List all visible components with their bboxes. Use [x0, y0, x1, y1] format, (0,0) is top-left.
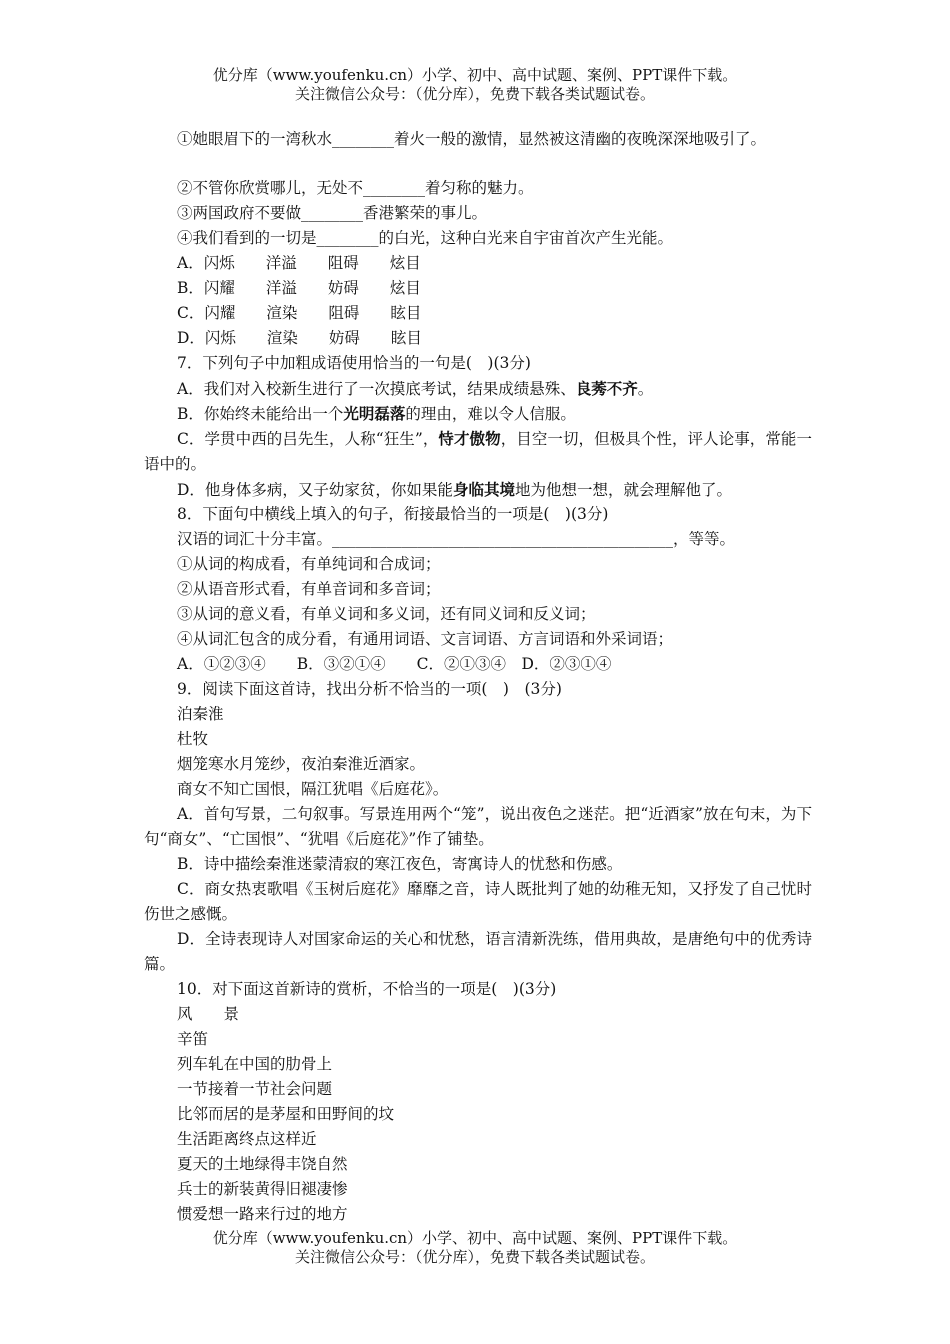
q9-poem-line-1: 烟笼寒水月笼纱，夜泊秦淮近酒家。	[177, 755, 426, 773]
footer-line-1: 优分库（www.youfenku.cn）小学、初中、高中试题、案例、PPT课件下载。	[212, 1229, 738, 1247]
q10-poem-line-6: 兵士的新装黄得旧褪凄惨	[177, 1180, 348, 1198]
q7-a-end: 。	[637, 380, 654, 398]
q9-option-a: A．首句写景，二句叙事。写景连用两个“笼”，说出夜色之迷茫。把“近酒家”放在句末，为下句“商女”、“亡国恨”、“犹唱《后庭花》”作了铺垫。	[144, 805, 812, 848]
q7-d-idiom: 身临其境	[452, 480, 515, 499]
q9-option-b: B．诗中描绘秦淮迷蒙清寂的寒江夜色，寄寓诗人的忧愁和伤感。	[177, 855, 623, 873]
q9-poem-title: 泊秦淮	[177, 705, 224, 723]
q8-stem: 8．下面句中横线上填入的句子，衔接最恰当的一项是( )(3分)	[177, 505, 609, 523]
q9-option-c: C．商女热衷歌唱《玉树后庭花》靡靡之音，诗人既批判了她的幼稚无知，又抒发了自己忧时伤世之感慨。	[144, 880, 812, 923]
q7-b-idiom: 光明磊落	[343, 404, 406, 423]
q7-c-idiom: 恃才傲物	[438, 429, 501, 448]
q10-poem-line-4: 生活距离终点这样近	[177, 1130, 317, 1148]
q6-option-c: C．闪耀 渲染 阻碍 眩目	[177, 304, 422, 322]
q7-option-c	[144, 426, 812, 477]
q10-poem-title: 风 景	[177, 1005, 240, 1023]
q7-option-a	[144, 376, 812, 401]
q6-option-d: D．闪烁 渲染 妨碍 眩目	[177, 329, 422, 347]
q9-poem-author: 杜牧	[177, 730, 209, 748]
header-line-1: 优分库（www.youfenku.cn）小学、初中、高中试题、案例、PPT课件下载。	[212, 66, 738, 84]
q10-poem-line-1: 列车轧在中国的肋骨上	[177, 1055, 333, 1073]
q7-option-b	[144, 401, 812, 426]
q10-poem-author: 辛笛	[177, 1030, 209, 1048]
q8-item-1: ①从词的构成看，有单纯词和合成词；	[177, 555, 441, 573]
document-body	[144, 127, 812, 1227]
q6-sentence-2: ②不管你欣赏哪儿，无处不________着匀称的魅力。	[177, 179, 534, 197]
q7-option-d	[144, 477, 812, 502]
q7-a-idiom: 良莠不齐	[575, 379, 638, 398]
q6-option-b: B．闪耀 洋溢 妨碍 炫目	[177, 279, 421, 297]
q8-options: A．①②③④ B．③②①④ C．②①③④ D．②③①④	[177, 655, 612, 673]
q7-d-end: 地为他想一想，就会理解他了。	[514, 481, 732, 499]
q7-b-text: B．你始终未能给出一个	[177, 405, 344, 423]
q6-sentence-3: ③两国政府不要做________香港繁荣的事儿。	[177, 204, 488, 222]
q8-item-2: ②从语音形式看，有单音词和多音词；	[177, 580, 441, 598]
q10-poem-line-2: 一节接着一节社会问题	[177, 1080, 333, 1098]
q8-item-3: ③从词的意义看，有单义词和多义词，还有同义词和反义词；	[177, 605, 596, 623]
q10-poem-line-5: 夏天的土地绿得丰饶自然	[177, 1155, 348, 1173]
q10-stem: 10．对下面这首新诗的赏析，不恰当的一项是( )(3分)	[177, 980, 557, 998]
q6-sentence-4: ④我们看到的一切是________的白光，这种白光来自宇宙首次产生光能。	[177, 229, 674, 247]
header-line-2: 关注微信公众号：（优分库），免费下载各类试题试卷。	[294, 85, 655, 103]
q7-c-text: C．学贯中西的吕先生，人称“狂生”，	[177, 430, 439, 448]
footer-line-2: 关注微信公众号：（优分库），免费下载各类试题试卷。	[294, 1248, 655, 1266]
q7-b-end: 的理由，难以令人信服。	[405, 405, 576, 423]
q7-a-text: A．我们对入校新生进行了一次摸底考试，结果成绩悬殊、	[177, 380, 576, 398]
q6-option-a: A．闪烁 洋溢 阻碍 炫目	[177, 254, 421, 272]
page-header	[0, 66, 950, 104]
q7-stem: 7．下列句子中加粗成语使用恰当的一句是( )(3分)	[177, 354, 531, 372]
q10-poem-line-3: 比邻而居的是茅屋和田野间的坟	[177, 1105, 395, 1123]
q10-poem-line-7: 惯爱想一路来行过的地方	[177, 1205, 348, 1223]
q7-d-text: D．他身体多病，又子幼家贫，你如果能	[177, 481, 453, 499]
q6-sentence-1: ①她眼眉下的一湾秋水________着火一般的激情，显然被这清幽的夜晚深深地吸引了。	[177, 130, 767, 148]
q9-poem-line-2: 商女不知亡国恨，隔江犹唱《后庭花》。	[177, 780, 449, 798]
q8-sentence: 汉语的词汇十分丰富。____________________________________________，等等。	[177, 530, 736, 548]
q7-c-end: ，目空一切，但极具个性，评人论事，常能一语中的。	[144, 430, 812, 473]
page-footer	[0, 1229, 950, 1267]
q9-stem: 9．阅读下面这首诗，找出分析不恰当的一项( ) (3分)	[177, 680, 562, 698]
q9-option-d: D．全诗表现诗人对国家命运的关心和忧愁，语言清新洗练，借用典故，是唐绝句中的优秀诗篇。	[144, 930, 812, 973]
q8-item-4: ④从词汇包含的成分看，有通用词语、文言词语、方言词语和外采词语；	[177, 630, 674, 648]
